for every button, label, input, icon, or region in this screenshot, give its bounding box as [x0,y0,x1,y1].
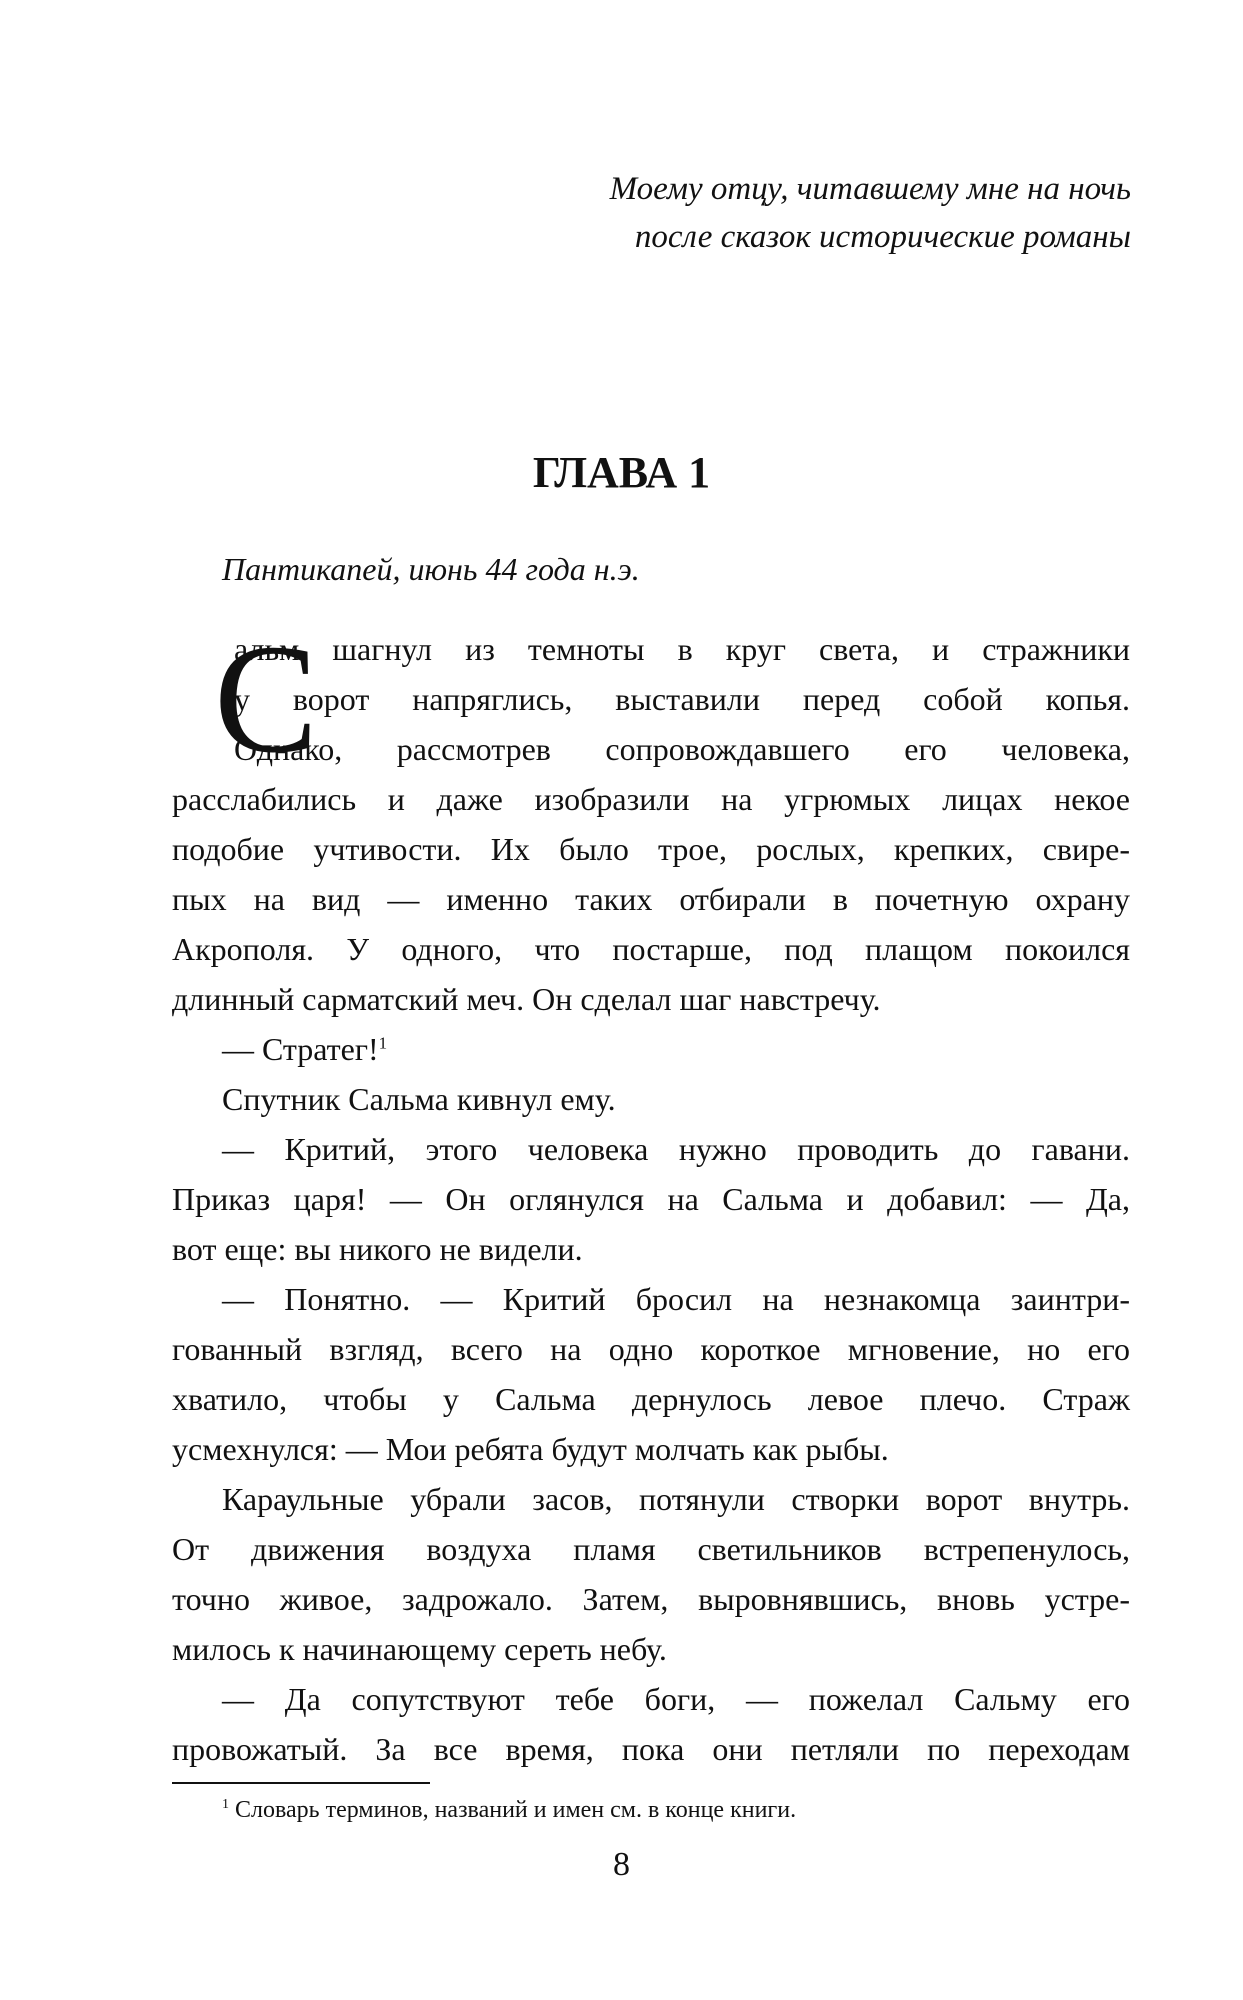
text-line: вот еще: вы никого не видели. [172,1231,583,1267]
text-line: гованный взгляд, всего на одно короткое мгновение, но его [172,1331,1130,1367]
text-line: хватило, чтобы у Сальма дернулось левое плечо. Страж [172,1381,1130,1417]
text-line: — Критий, этого человека нужно проводить до гавани. [222,1131,1130,1167]
epigraph [610,165,1131,261]
body-text [172,612,1130,1774]
footnote-marker: 1 [222,1797,229,1812]
text-line: Акрополя. У одного, что постарше, под плащом покоился [172,931,1130,967]
chapter-title: ГЛАВА 1 [532,448,711,497]
text-line: подобие учтивости. Их было трое, рослых, крепких, свире- [172,831,1130,867]
text-line: усмехнулся: — Мои ребята будут молчать как рыбы. [172,1431,889,1467]
text-line: провожатый. За все время, пока они петляли по переходам [172,1731,1130,1767]
text-line: Караульные убрали засов, потянули створки ворот внутрь. [222,1481,1130,1517]
text-line: — Понятно. — Критий бросил на незнакомца заинтри- [222,1281,1130,1317]
text-line: альм шагнул из темноты в круг света, и стражники [234,631,1130,667]
text-line-with-footnote [172,1024,1130,1074]
text-line: расслабились и даже изобразили на угрюмых лицах некое [172,781,1130,817]
footnote-divider [172,1782,430,1784]
epigraph-line: после сказок исторические романы [634,219,1131,255]
text-line: у ворот напряглись, выставили перед собой копья. [234,681,1130,717]
footnote-reference: 1 [378,1033,388,1053]
text-line: — Стратег! [222,1031,379,1067]
text-line: милось к начинающему сереть небу. [172,1631,667,1667]
text-line: пых на вид — именно таких отбирали в почетную охрану [172,881,1130,917]
drop-cap: С [214,612,319,785]
text-line: Приказ царя! — Он оглянулся на Сальма и добавил: — Да, [172,1181,1130,1217]
text-line: Спутник Сальма кивнул ему. [222,1081,616,1117]
text-line: точно живое, задрожало. Затем, выровнявшись, вновь устре- [172,1581,1130,1617]
text-line: Однако, рассмотрев сопровождавшего его человека, [234,731,1130,767]
text-line: длинный сарматский меч. Он сделал шаг навстречу. [172,981,881,1017]
place-date: Пантикапей, июнь 44 года н.э. [222,551,640,587]
text-line: — Да сопутствуют тебе боги, — пожелал Сальму его [222,1681,1130,1717]
text-line: От движения воздуха пламя светильников встрепенулось, [172,1531,1130,1567]
epigraph-line: Моему отцу, читавшему мне на ночь [609,171,1131,207]
footnote-text: Словарь терминов, названий и имен см. в конце книги. [235,1797,797,1823]
page-number: 8 [613,1846,630,1883]
footnote [222,1794,796,1826]
